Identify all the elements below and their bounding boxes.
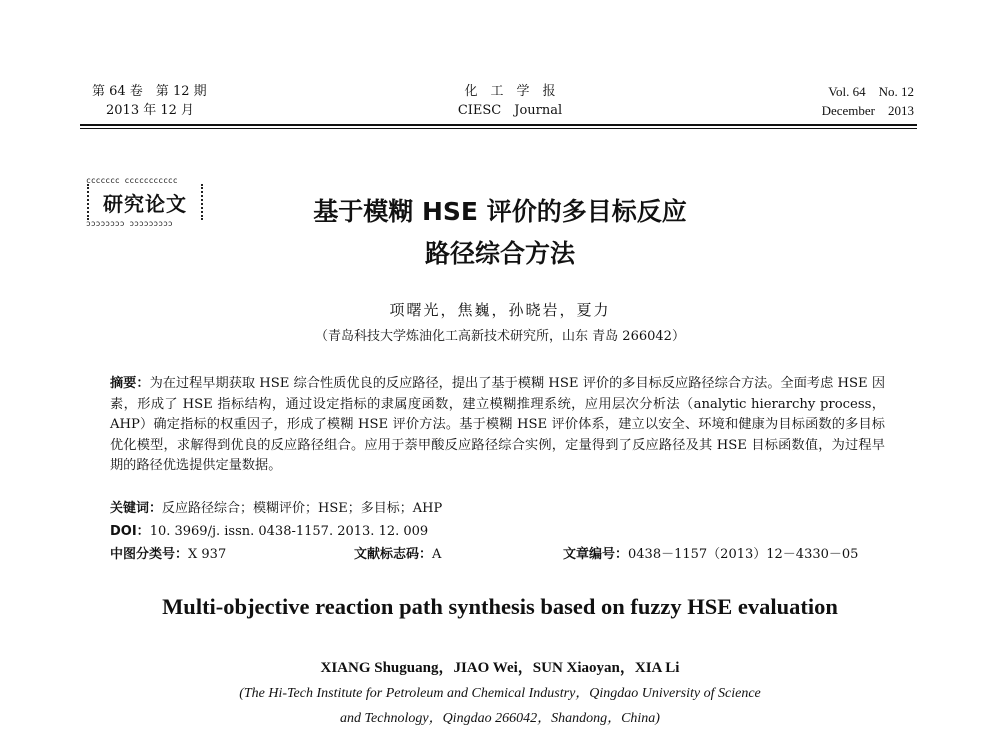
- publication-date-en: December 2013: [821, 103, 914, 118]
- article-number-value: 0438－1157（2013）12－4330－05: [628, 547, 859, 562]
- keywords-label: 关键词：: [110, 501, 163, 516]
- volume-issue: 第 64 卷 第 12 期: [92, 84, 207, 99]
- keywords-cn: [110, 497, 442, 516]
- classification-label: 中图分类号：: [110, 547, 189, 562]
- abstract-label: 摘要：: [110, 376, 150, 391]
- document-code: [354, 543, 441, 562]
- authors-cn: 项曙光，焦巍，孙晓岩，夏力: [389, 301, 611, 319]
- affiliation-cn: （青岛科技大学炼油化工高新技术研究所，山东 青岛 266042）: [315, 329, 685, 344]
- paper-title-cn-line2: 路径综合方法: [424, 239, 575, 268]
- section-badge: [84, 176, 206, 228]
- abstract-text: 为在过程早期获取 HSE 综合性质优良的反应路径，提出了基于模糊 HSE 评价的多目标反应路径综合方法。全面考虑 HSE 因素，形成了 HSE 指标结构，通过设定指标的隶属度函数，建立模糊推理系统，应用层次分析法（analytic hierarchy process，AHP）确定指标的权重因子，形成了模糊 HSE 评价方法。基于模糊 HSE 评价体系，建立以安全、环境和健康为目标函数的多目标优化模型，求解得到优良的反应路径组合。应用于萘甲酸反应路径综合实例，定量得到了反应路径及其 HSE 目标函数值，为过程早期的路径优选提供定量数据。: [110, 376, 886, 473]
- publication-date-cn: 2013 年 12 月: [106, 103, 195, 118]
- classification-value: X 937: [188, 547, 227, 562]
- article-number-label: 文章编号：: [563, 547, 629, 562]
- authors-en: XIANG Shuguang，JIAO Wei，SUN Xiaoyan，XIA Li: [320, 660, 680, 676]
- paper-title-en: Multi-objective reaction path synthesis based on fuzzy HSE evaluation: [162, 594, 838, 619]
- journal-name: [440, 82, 580, 120]
- classification-number: [110, 543, 226, 562]
- document-code-label: 文献标志码：: [354, 547, 433, 562]
- keywords-text: 反应路径综合；模糊评价；HSE；多目标；AHP: [162, 501, 443, 516]
- affiliation-en-line1: (The Hi-Tech Institute for Petroleum and Chemical Industry，Qingdao University of Science: [239, 686, 761, 701]
- abstract-cn: [110, 374, 885, 477]
- doi-label: DOI：: [110, 524, 150, 539]
- affiliation-en-line2: and Technology，Qingdao 266042，Shandong，China): [340, 711, 660, 726]
- section-label: 研究论文: [103, 192, 187, 216]
- badge-border-bottom: ɔɔɔɔɔɔɔɔ ɔɔɔɔɔɔɔɔɔ: [86, 219, 173, 228]
- article-number: [563, 543, 858, 562]
- volume-issue-en: Vol. 64 No. 12: [828, 84, 914, 99]
- document-code-value: A: [432, 547, 442, 562]
- badge-border-top: ccccccc ccccccccccc: [86, 176, 178, 185]
- journal-name-en: CIESC Journal: [457, 103, 563, 118]
- paper-title-cn-line1: 基于模糊 HSE 评价的多目标反应: [313, 197, 687, 226]
- doi-value: 10. 3969/j. issn. 0438-1157. 2013. 12. 009: [149, 524, 429, 539]
- doi-line: [110, 520, 428, 539]
- journal-name-cn: 化工学报: [464, 84, 569, 99]
- journal-volume-info-en: [822, 82, 914, 120]
- header-rule-thin: [80, 128, 917, 129]
- journal-volume-info: [92, 82, 207, 120]
- header-rule-thick: [80, 124, 917, 126]
